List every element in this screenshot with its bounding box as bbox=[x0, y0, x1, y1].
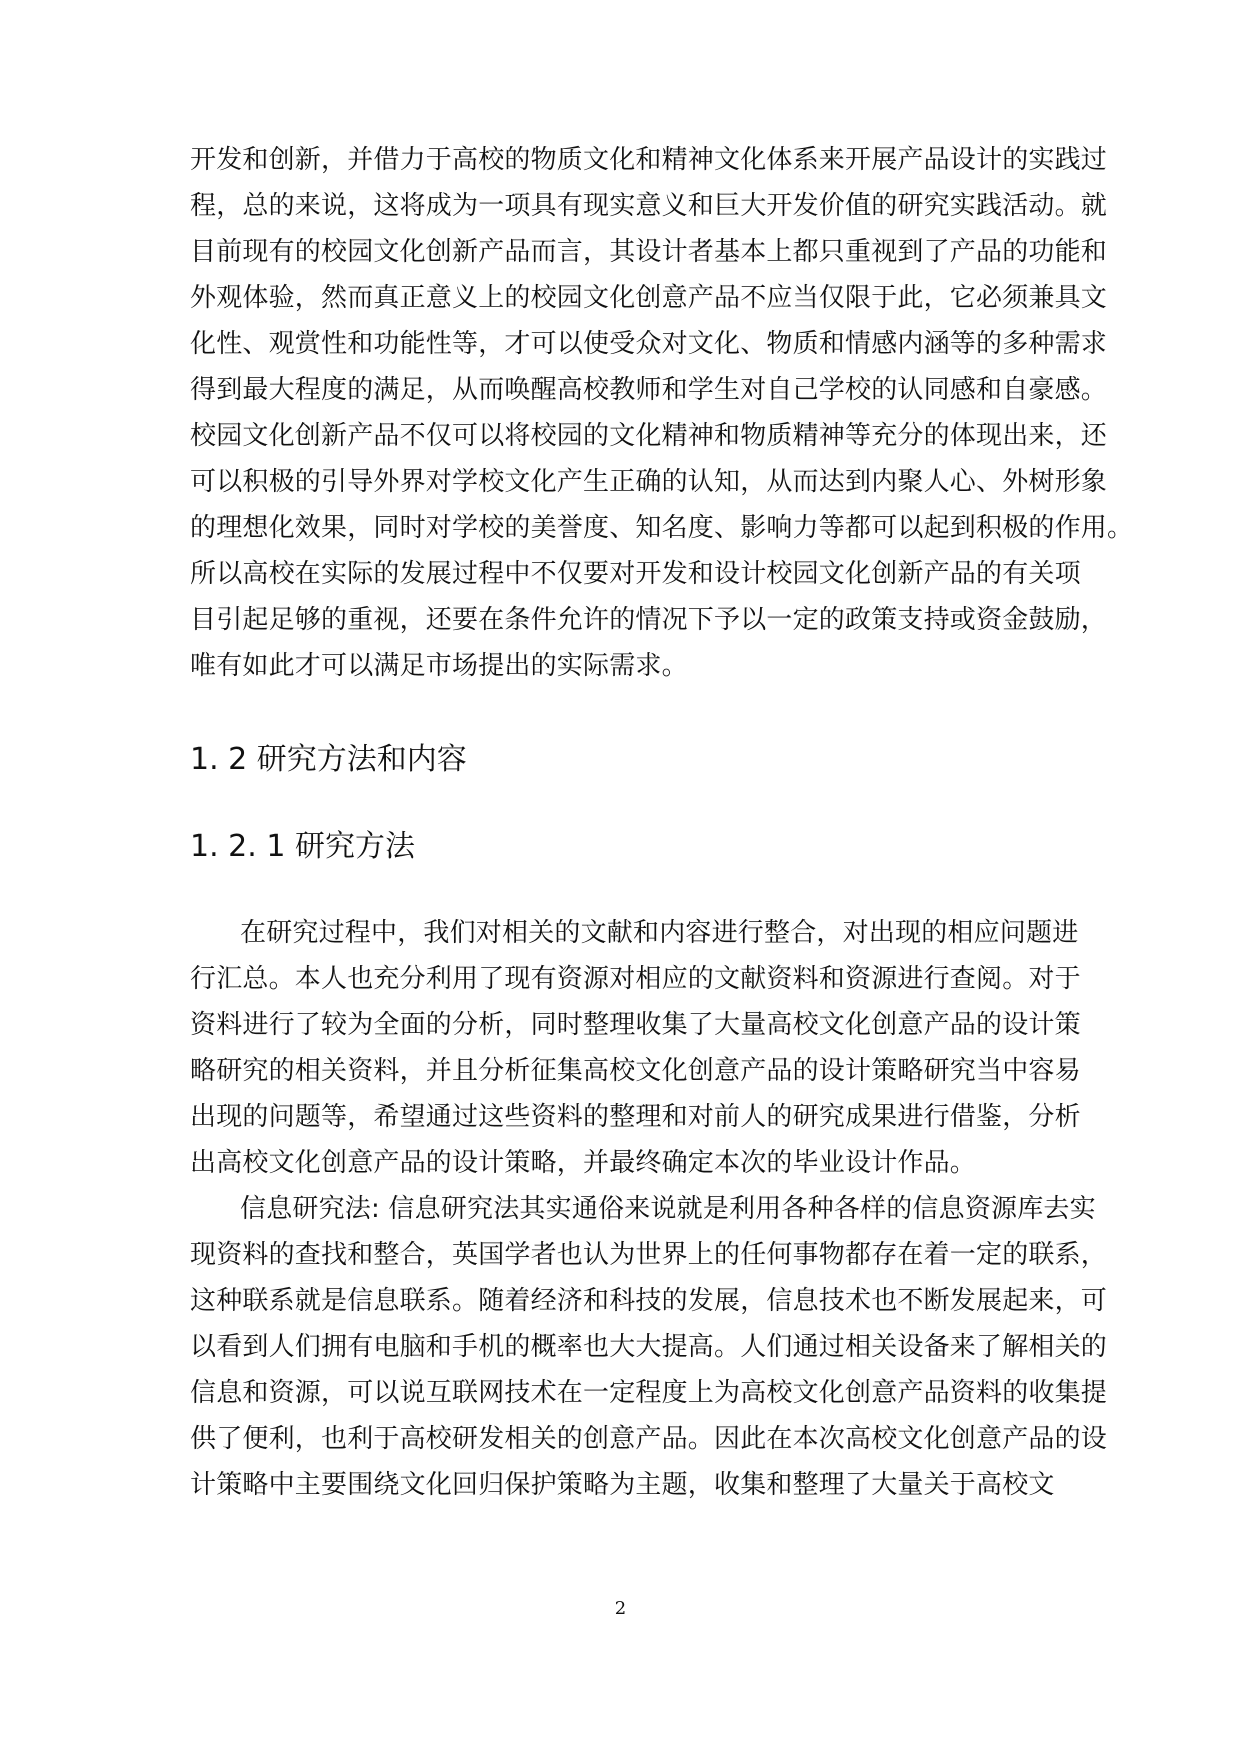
paragraph-line: 程，总的来说，这将成为一项具有现实意义和巨大开发价值的研究实践活动。就 bbox=[190, 191, 1108, 221]
paragraph-line: 信息和资源，可以说互联网技术在一定程度上为高校文化创意产品资料的收集提 bbox=[190, 1378, 1108, 1408]
paragraph-line: 外观体验，然而真正意义上的校园文化创意产品不应当仅限于此，它必须兼具文 bbox=[190, 283, 1108, 313]
page-number: 2 bbox=[614, 1598, 627, 1619]
paragraph-line: 计策略中主要围绕文化回归保护策略为主题，收集和整理了大量关于高校文 bbox=[190, 1470, 1055, 1500]
paragraph-line: 供了便利，也利于高校研发相关的创意产品。因此在本次高校文化创意产品的设 bbox=[190, 1424, 1108, 1454]
paragraph-line: 开发和创新，并借力于高校的物质文化和精神文化体系来开展产品设计的实践过 bbox=[190, 145, 1108, 175]
paragraph-line: 资料进行了较为全面的分析，同时整理收集了大量高校文化创意产品的设计策 bbox=[190, 1010, 1081, 1040]
paragraph-line: 出高校文化创意产品的设计策略，并最终确定本次的毕业设计作品。 bbox=[190, 1148, 977, 1178]
paragraph-line: 出现的问题等，希望通过这些资料的整理和对前人的研究成果进行借鉴，分析 bbox=[190, 1102, 1081, 1132]
paragraph-line: 唯有如此才可以满足市场提出的实际需求。 bbox=[190, 651, 688, 681]
paragraph-line: 得到最大程度的满足，从而唤醒高校教师和学生对自己学校的认同感和自豪感。 bbox=[190, 375, 1108, 405]
paragraph-line: 现资料的查找和整合，英国学者也认为世界上的任何事物都存在着一定的联系， bbox=[190, 1240, 1108, 1270]
paragraph-line: 以看到人们拥有电脑和手机的概率也大大提高。人们通过相关设备来了解相关的 bbox=[190, 1332, 1108, 1362]
paragraph-line: 可以积极的引导外界对学校文化产生正确的认知，从而达到内聚人心、外树形象 bbox=[190, 467, 1108, 497]
paragraph-line: 的理想化效果，同时对学校的美誉度、知名度、影响力等都可以起到积极的作用。 bbox=[190, 513, 1134, 543]
paragraph-line: 目引起足够的重视，还要在条件允许的情况下予以一定的政策支持或资金鼓励， bbox=[190, 605, 1108, 635]
section-heading: 1. 2 研究方法和内容 bbox=[190, 742, 467, 777]
paragraph-line: 在研究过程中，我们对相关的文献和内容进行整合，对出现的相应问题进 bbox=[240, 918, 1079, 948]
subsection-heading: 1. 2. 1 研究方法 bbox=[190, 829, 415, 864]
paragraph-line: 目前现有的校园文化创新产品而言，其设计者基本上都只重视到了产品的功能和 bbox=[190, 237, 1108, 267]
paragraph-line: 略研究的相关资料，并且分析征集高校文化创意产品的设计策略研究当中容易 bbox=[190, 1056, 1081, 1086]
paragraph-line: 行汇总。本人也充分利用了现有资源对相应的文献资料和资源进行查阅。对于 bbox=[190, 964, 1081, 994]
paragraph-line: 化性、观赏性和功能性等，才可以使受众对文化、物质和情感内涵等的多种需求 bbox=[190, 329, 1108, 359]
paragraph-line: 信息研究法: 信息研究法其实通俗来说就是利用各种各样的信息资源库去实 bbox=[240, 1194, 1096, 1224]
paragraph-line: 校园文化创新产品不仅可以将校园的文化精神和物质精神等充分的体现出来，还 bbox=[190, 421, 1108, 451]
paragraph-line: 所以高校在实际的发展过程中不仅要对开发和设计校园文化创新产品的有关项 bbox=[190, 559, 1081, 589]
paragraph-line: 这种联系就是信息联系。随着经济和科技的发展，信息技术也不断发展起来，可 bbox=[190, 1286, 1108, 1316]
